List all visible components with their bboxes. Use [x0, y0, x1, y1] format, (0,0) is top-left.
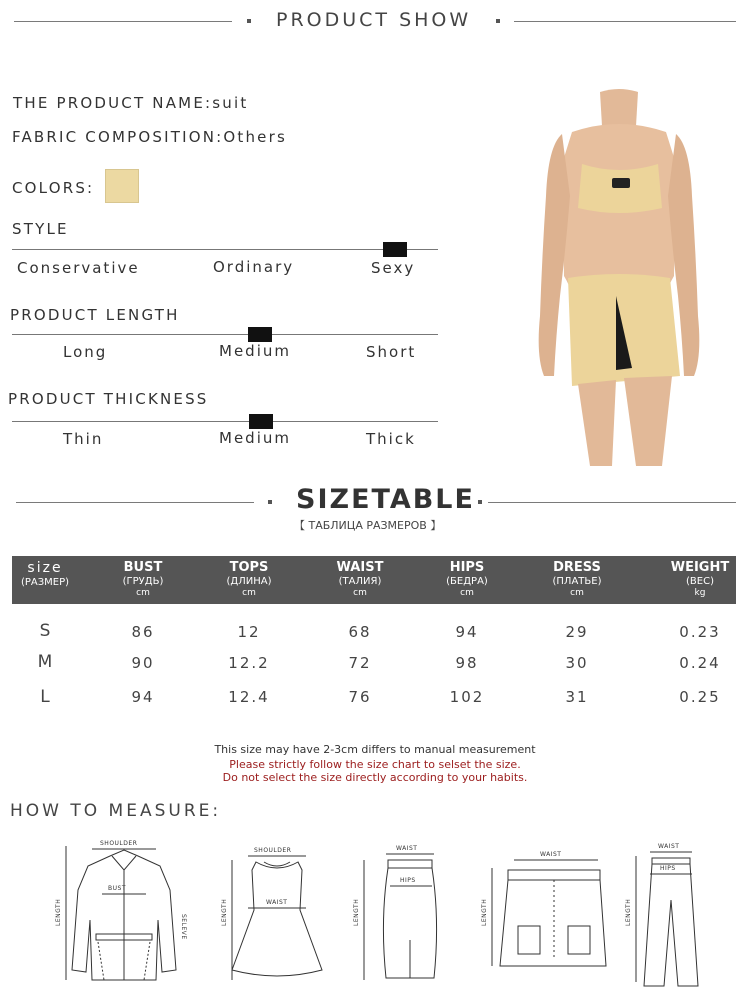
- table-row-l-size: L: [40, 687, 52, 707]
- product-name: THE PRODUCT NAME:suit: [13, 94, 249, 112]
- note-follow-chart: Please strictly follow the size chart to selset the size.: [229, 758, 521, 771]
- label-shoulder-dress: SHOULDER: [254, 847, 292, 854]
- length-title: PRODUCT LENGTH: [10, 306, 180, 324]
- length-scale-line: [12, 334, 438, 335]
- label-hips-pants: HIPS: [660, 865, 676, 872]
- col-tops: TOPS (ДЛИНА) cm: [226, 560, 272, 598]
- col-dress: DRESS (ПЛАТЬЕ) cm: [552, 560, 602, 598]
- label-waist-skirt: WAIST: [396, 845, 418, 852]
- thickness-label-medium: Medium: [219, 429, 291, 447]
- note-measurement: This size may have 2-3cm differs to manual measurement: [214, 743, 536, 756]
- label-length-skirt: LENGTH: [353, 898, 360, 926]
- label-waist-shorts: WAIST: [540, 851, 562, 858]
- label-waist-pants: WAIST: [658, 843, 680, 850]
- length-label-medium: Medium: [219, 342, 291, 360]
- table-row-m-hips: 98: [455, 654, 479, 672]
- colors-label: COLORS:: [12, 179, 95, 197]
- size-table-header: [12, 556, 736, 604]
- product-show-title: PRODUCT SHOW: [276, 9, 472, 31]
- sizetable-line-right: [488, 502, 736, 503]
- fabric-composition: FABRIC COMPOSITION:Others: [12, 128, 287, 146]
- pants-diagram: [636, 852, 698, 986]
- col-weight: WEIGHT (ВЕС) kg: [670, 560, 730, 598]
- table-row-s-size: S: [39, 621, 53, 641]
- header-dot-right: [496, 19, 500, 23]
- color-swatch-yellow[interactable]: [105, 169, 139, 203]
- col-bust: BUST (ГРУДЬ) cm: [122, 560, 164, 598]
- thickness-scale-line: [12, 421, 438, 422]
- table-row-l-dress: 31: [565, 688, 589, 706]
- length-label-long: Long: [63, 343, 108, 361]
- thickness-scale-marker: [249, 414, 273, 429]
- label-length-pants: LENGTH: [625, 898, 632, 926]
- table-row-m-weight: 0.24: [679, 654, 721, 672]
- style-title: STYLE: [12, 220, 69, 238]
- table-row-s-weight: 0.23: [679, 623, 721, 641]
- table-row-l-waist: 76: [348, 688, 372, 706]
- style-label-ordinary: Ordinary: [213, 258, 295, 276]
- table-row-s-waist: 68: [348, 623, 372, 641]
- table-row-m-waist: 72: [348, 654, 372, 672]
- label-length-shorts: LENGTH: [481, 898, 488, 926]
- label-shoulder-jacket: SHOULDER: [100, 840, 138, 847]
- measure-diagrams: [0, 830, 750, 1000]
- sizetable-dot-right: [478, 500, 482, 504]
- label-hips-skirt: HIPS: [400, 877, 416, 884]
- style-label-conservative: Conservative: [17, 259, 140, 277]
- sizetable-title: SIZETABLE: [296, 484, 475, 515]
- note-habits: Do not select the size directly according to your habits.: [222, 771, 528, 784]
- table-row-s-dress: 29: [565, 623, 589, 641]
- sizetable-subtitle: 【 ТАБЛИЦА РАЗМЕРОВ 】: [294, 519, 442, 532]
- top-buckle: [612, 178, 630, 188]
- table-row-l-tops: 12.4: [228, 688, 270, 706]
- label-length-dress: LENGTH: [221, 898, 228, 926]
- skirt-diagram: [364, 854, 437, 980]
- thickness-title: PRODUCT THICKNESS: [8, 390, 209, 408]
- label-sleeve-jacket: SELEVE: [180, 914, 187, 940]
- table-row-s-hips: 94: [455, 623, 479, 641]
- col-size: size (РАЗМЕР): [20, 560, 70, 588]
- label-length-jacket: LENGTH: [55, 898, 62, 926]
- shorts-diagram: [492, 860, 606, 966]
- style-label-sexy: Sexy: [371, 259, 416, 277]
- header-dot-left: [247, 19, 251, 23]
- table-row-l-bust: 94: [131, 688, 155, 706]
- col-hips: HIPS (БЕДРА) cm: [446, 560, 488, 598]
- table-row-m-bust: 90: [131, 654, 155, 672]
- table-row-s-bust: 86: [131, 623, 155, 641]
- table-row-l-hips: 102: [449, 688, 485, 706]
- jacket-diagram: [66, 846, 176, 980]
- table-row-l-weight: 0.25: [679, 688, 721, 706]
- length-label-short: Short: [366, 343, 417, 361]
- table-row-m-tops: 12.2: [228, 654, 270, 672]
- style-scale-marker: [383, 242, 407, 257]
- label-bust-jacket: BUST: [108, 885, 126, 892]
- header-line-right: [514, 21, 736, 22]
- sizetable-line-left: [16, 502, 254, 503]
- product-photo: [512, 86, 726, 466]
- dress-diagram: [232, 856, 322, 980]
- thickness-label-thin: Thin: [63, 430, 104, 448]
- thickness-label-thick: Thick: [366, 430, 416, 448]
- table-row-m-size: M: [37, 652, 55, 672]
- header-line-left: [14, 21, 232, 22]
- table-row-m-dress: 30: [565, 654, 589, 672]
- style-scale-line: [12, 249, 438, 250]
- col-waist: WAIST (ТАЛИЯ) cm: [336, 560, 384, 598]
- length-scale-marker: [248, 327, 272, 342]
- sizetable-dot-left: [268, 500, 272, 504]
- label-waist-dress: WAIST: [266, 899, 288, 906]
- table-row-s-tops: 12: [237, 623, 261, 641]
- how-to-measure-title: HOW TO MEASURE:: [10, 801, 222, 821]
